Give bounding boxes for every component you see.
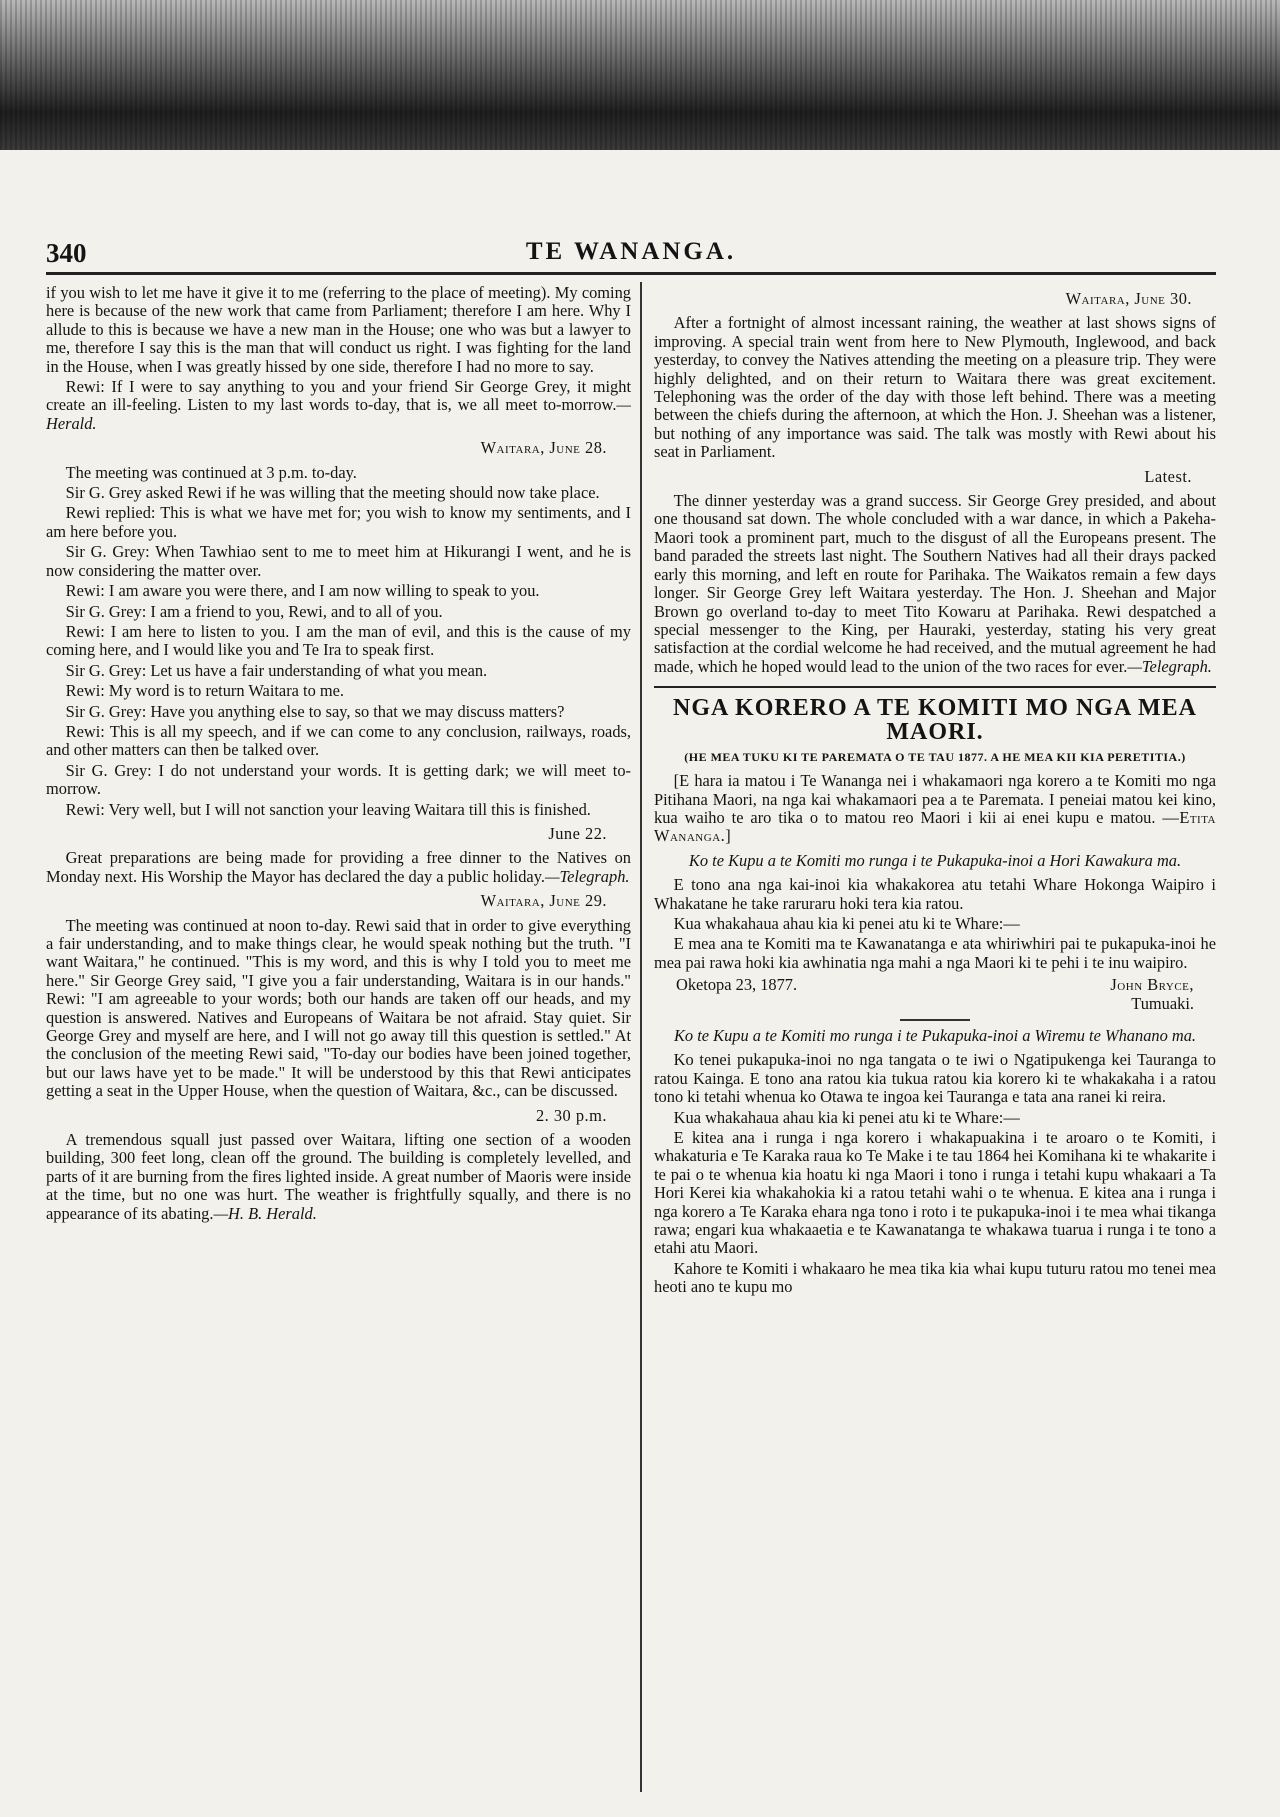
right-column [654, 284, 1216, 1789]
signature-date: Oketopa 23, 1877. [676, 975, 798, 995]
paragraph: Rewi: This is all my speech, and if we can come to any conclusion, railways, roads, and other matters can then be talked over. [46, 721, 631, 760]
paragraph: E mea ana te Komiti ma te Kawanatanga e ata whiriwhiri pai te pukapuka-inoi he mea pai rawa hoki kia awhinatia nga mahi a nga Maori ki te pehi i te inu waipiro. [654, 934, 1216, 972]
source-credit: —Telegraph. [1127, 656, 1212, 676]
paragraph: Sir G. Grey: I am a friend to you, Rewi, and to all of you. [65, 601, 443, 621]
paragraph: Sir G. Grey asked Rewi if he was willing that the meeting should now take place. [65, 483, 600, 503]
scan-border-top [0, 0, 1280, 150]
paragraph: if you wish to let me have it give it to me (referring to the place of meeting). My coming here is because of the new work that came from Parliament; therefore I am here. Why I allude to this is because we have a new man in the House; one who was but a lawyer to me, therefore I say this is the man that will conduct us right. I was fighting for the land in the House, when I was greatly hissed by one side, therefore I had no more to say. [46, 284, 631, 376]
paragraph: The meeting was continued at noon to-day. Rewi said that in order to give everything a fair understanding, and to make things clear, he would speak nothing but the truth. "I want Waitara," he continued. "This is my word, and this is why I told you to meet me here." Sir George Grey said, "I give you a fair understanding, Waitara is in our hands." Rewi: "I am agreeable to your words; both our hands are taken off our heads, and my question is answered. Natives and Europeans of Waitara be not afraid. Stay quiet. Sir George Grey and myself are here, and I will not go away till this question is settled." At the conclusion of the meeting Rewi said, "To-day our bodies have been joined together, but our laws have yet to be made." It will be understood by this that Rewi anticipates getting a seat in the Upper House, when the question of Waitara, &c., can be discussed. [46, 915, 631, 1101]
left-column [46, 284, 631, 1789]
paragraph: The meeting was continued at 3 p.m. to-day. [65, 462, 357, 482]
paragraph: Rewi: I am here to listen to you. I am the man of evil, and this is the cause of my coming here, and I would like you and Te Ira to speak first. [46, 621, 631, 660]
report-heading: Ko te Kupu a te Komiti mo runga i te Pukapuka-inoi a Wiremu te Whanano ma. [673, 1026, 1197, 1045]
paragraph: [E hara ia matou i Te Wananga nei i whakamaori nga korero a te Komiti mo nga Pitihana Maori, na nga kai whakamaori pea a te Paremata. I peneiai matou kei kino, kua waiho te aro tika o to matou reo Maori i kii ai enei kupu e matou. —Etita Wananga.] [654, 771, 1216, 846]
page-title: TE WANANGA. [525, 238, 737, 265]
paragraph: After a fortnight of almost incessant raining, the weather at last shows signs of improving. A special train went from here to New Plymouth, Inglewood, and back yesterday, to convey the Natives attending the meeting on a pleasure trip. They were highly delighted, and on their return to Waitara there was great excitement. Telephoning was the order of the day with those left behind. There was a meeting between the chiefs during the afternoon, at which the Hon. J. Sheehan was a listener, but nothing of any importance was said. The talk was mostly with Rewi about his seat in Parliament. [654, 313, 1216, 462]
report-heading: Ko te Kupu a te Komiti mo runga i te Pukapuka-inoi a Hori Kawakura ma. [688, 850, 1182, 870]
paragraph: E tono ana nga kai-inoi kia whakakorea atu tetahi Whare Hokonga Waipiro i Whakatane he take raruraru hoki tera kia ratou. [654, 875, 1216, 913]
dateline: Waitara, June 29. [480, 891, 607, 911]
section-subtitle: (HE MEA TUKU KI TE PAREMATA O TE TAU 1877. A HE MEA KII KIA PERETITIA.) [684, 750, 1186, 765]
paragraph: Sir G. Grey: Have you anything else to say, so that we may discuss matters? [65, 701, 565, 721]
dateline: 2. 30 p.m. [535, 1105, 607, 1125]
paragraph: Rewi replied: This is what we have met for; you wish to know my sentiments, and I am here before you. [46, 503, 631, 541]
newspaper-page [46, 238, 1216, 1798]
signer-title: Tumuaki. [1131, 993, 1194, 1013]
paragraph: Great preparations are being made for providing a free dinner to the Natives on Monday next. His Worship the Mayor has declared the day a public holiday.—Telegraph. [46, 848, 631, 886]
subheading-latest: Latest. [1144, 466, 1192, 486]
section-title: NGA KORERO A TE KOMITI MO NGA MEA MAORI. [654, 686, 1216, 744]
paragraph: Rewi: If I were to say anything to you and your friend Sir George Grey, it might create an ill-feeling. Listen to my last words to-day, that is, we all meet to-morrow.—Herald. [46, 377, 631, 433]
dateline: Waitara, June 30. [1065, 289, 1192, 308]
paragraph: Kua whakahaua ahau kia ki penei atu ki te Whare:— [673, 913, 1020, 933]
paragraph: Kua whakahaua ahau kia ki penei atu ki te Whare:— [673, 1107, 1020, 1127]
paragraph: Sir G. Grey: I do not understand your words. It is getting dark; we will meet to-morrow. [46, 760, 631, 799]
page-number: 340 [46, 238, 87, 268]
signer-name: John Bryce, [1110, 975, 1194, 995]
paragraph: E kitea ana i runga i nga korero i whakapuakina i te aroaro o te Komiti, i whakaturia e Te Karaka raua ko Te Make i te tau 1864 hei Komihana ki te whakarite i te pai o te whenua kia hoatu ki nga Maori i tono i runga i tetahi kupu whakaari a Ta Hori Kerei kia whakahokia ki a ratou tetahi wahi o te whenua. E kitea ana i runga i nga korero a Te Karaka ehara nga tono i roto i te pukapuka-inoi i te mea whai tikanga rawa; engari kua whakaaetia e te Kawanatanga te whakawa tuarua i runga i te tono a etahi atu Maori. [654, 1128, 1216, 1258]
editor-credit: —Etita Wananga.] [654, 807, 1216, 846]
paragraph: Ko tenei pukapuka-inoi no nga tangata o te iwi o Ngatipukenga kei Tauranga to ratou Kainga. E tono ana ratou kia tukua ratou kia korero ki te whakakaha i a ratou tono ki tetahi whenua ko Otawa te ingoa kei Tauranga e tata ana ranei ki reira. [654, 1050, 1216, 1107]
source-credit: —Telegraph. [544, 866, 630, 886]
paragraph: The dinner yesterday was a grand success. Sir George Grey presided, and about one thousand sat down. The whole concluded with a war dance, in which a Pakeha-Maori took a prominent part, much to the disgust of all the Europeans present. The band paraded the streets last night. The Southern Natives had all their drays packed early this morning, and left en route for Parihaka. The Waikatos remain a few days longer. Sir George Grey left Waitara yesterday. The Hon. J. Sheehan and Major Brown go overland to-day to meet Tito Kowaru at Parihaka. Rewi despatched a special messenger to the King, per Hauraki, yesterday, stating his very great satisfaction at the cordial welcome he had received, and the mutual agreement he had made, which he hoped would lead to the union of the two races for ever.—Telegraph. [654, 491, 1216, 676]
column-divider [640, 282, 642, 1792]
paragraph: Kahore te Komiti i whakaaro he mea tika kia whai kupu tuturu ratou mo tenei mea heoti ano te kupu mo [654, 1258, 1216, 1297]
page-header [46, 238, 1216, 275]
source-credit: —H. B. Herald. [213, 1203, 317, 1223]
paragraph: A tremendous squall just passed over Waitara, lifting one section of a wooden building, 300 feet long, clean off the ground. The building is completely levelled, and parts of it are burning from the fires lighted inside. A great number of Maoris were inside at the time, but no one was hurt. The weather is frightfully squally, and there is no appearance of its abating.—H. B. Herald. [46, 1130, 631, 1223]
dateline: Waitara, June 28. [480, 438, 607, 458]
separator-rule [900, 1019, 970, 1021]
dateline: June 22. [548, 823, 607, 843]
signature-block [676, 976, 1194, 1013]
source-credit: —Herald. [46, 395, 631, 433]
paragraph: Rewi: My word is to return Waitara to me. [65, 681, 344, 701]
paragraph: Sir G. Grey: When Tawhiao sent to me to meet him at Hikurangi I went, and he is now considering the matter over. [46, 542, 631, 580]
paragraph: Sir G. Grey: Let us have a fair understanding of what you mean. [65, 660, 488, 680]
paragraph: Rewi: I am aware you were there, and I am now willing to speak to you. [65, 581, 540, 601]
paragraph: Rewi: Very well, but I will not sanction your leaving Waitara till this is finished. [65, 799, 591, 819]
